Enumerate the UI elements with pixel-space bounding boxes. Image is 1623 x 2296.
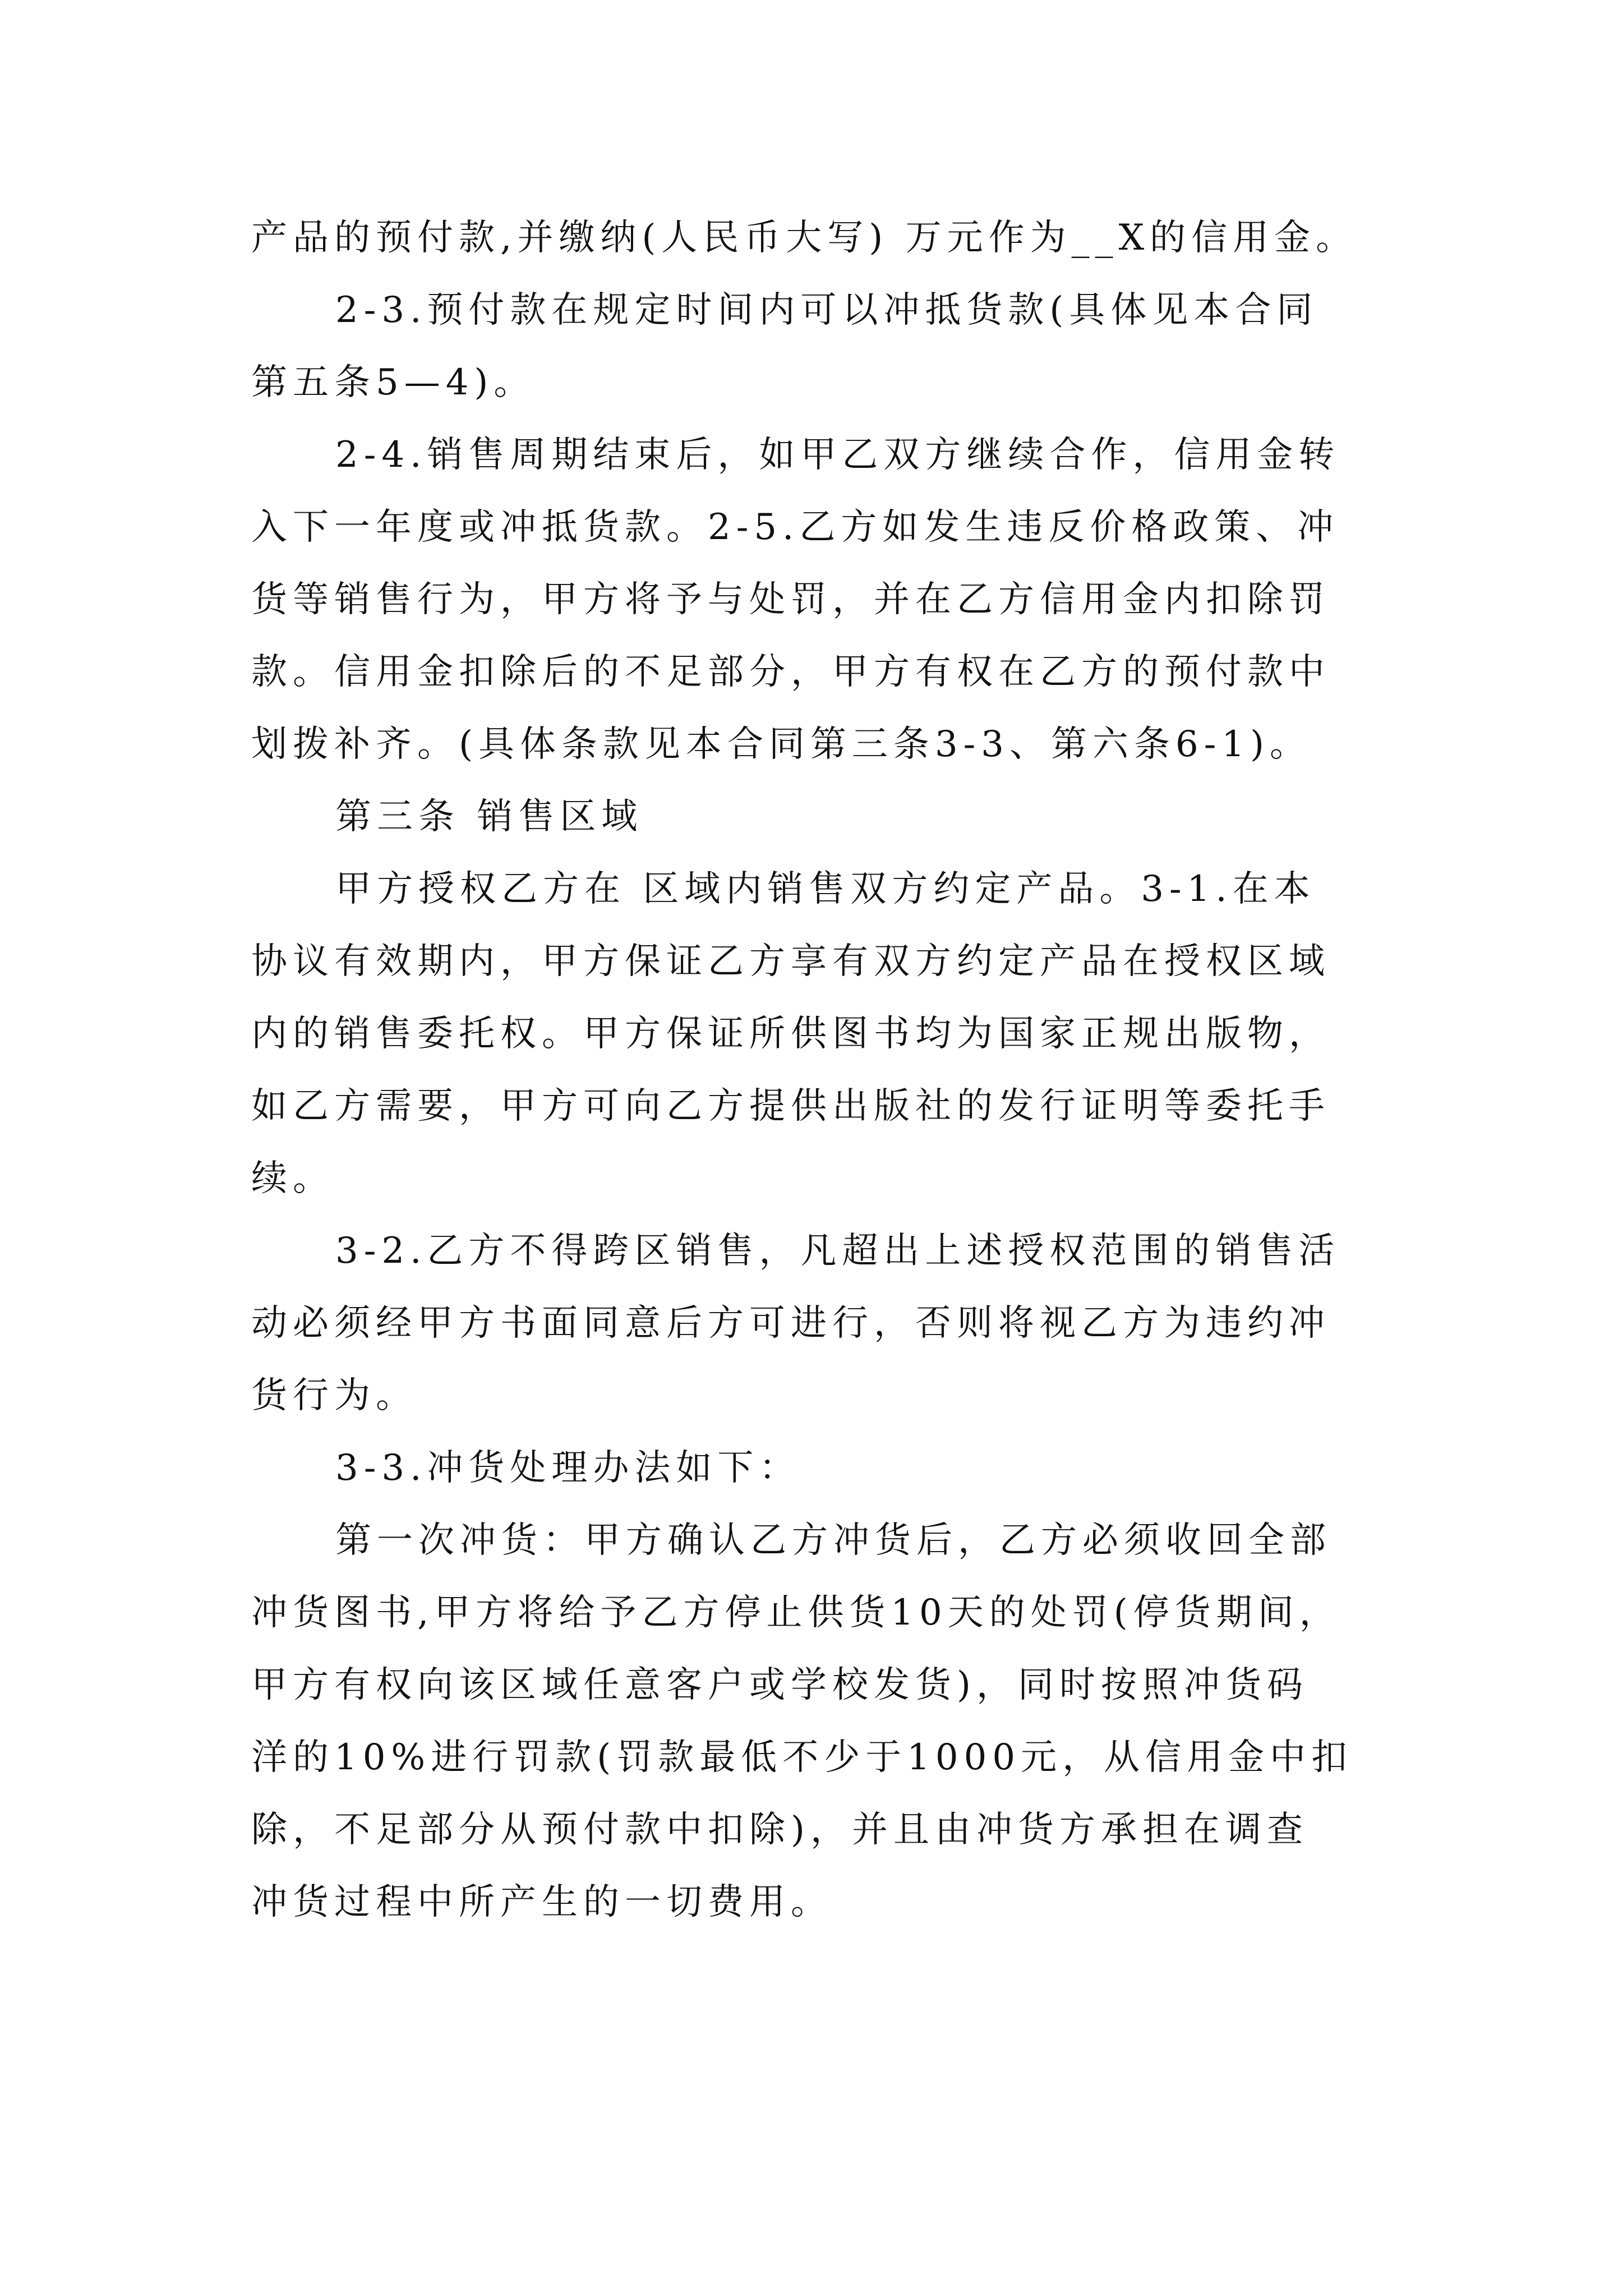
- text-line: 冲货图书,甲方将给予乙方停止供货10天的处罚(停货期间，: [251, 1592, 1341, 1634]
- text-line: 第一次冲货：甲方确认乙方冲货后，乙方必须收回全部: [335, 1520, 1331, 1561]
- text-line: 货等销售行为，甲方将予与处罚，并在乙方信用金内扣除罚: [251, 579, 1330, 620]
- text-line: 续。: [251, 1158, 334, 1199]
- text-line: 3-3.冲货处理办法如下：: [335, 1447, 801, 1489]
- text-line: 甲方有权向该区域任意客户或学校发货)，同时按照冲货码: [251, 1664, 1308, 1706]
- text-line: 协议有效期内，甲方保证乙方享有双方约定产品在授权区域: [251, 941, 1330, 982]
- text-line: 洋的10%进行罚款(罚款最低不少于1000元，从信用金中扣: [251, 1737, 1353, 1778]
- text-line: 产品的预付款,并缴纳(人民币大写) 万元作为__X的信用金。: [251, 217, 1358, 259]
- text-line: 划拨补齐。(具体条款见本合同第三条3-3、第六条6-1)。: [251, 724, 1312, 765]
- text-line: 除，不足部分从预付款中扣除)，并且由冲货方承担在调查: [251, 1809, 1308, 1851]
- text-line: 货行为。: [251, 1375, 417, 1416]
- text-line: 2-4.销售周期结束后，如甲乙双方继续合作，信用金转: [335, 434, 1340, 476]
- text-line: 款。信用金扣除后的不足部分，甲方有权在乙方的预付款中: [251, 651, 1330, 693]
- text-line: 入下一年度或冲抵货款。2-5.乙方如发生违反价格政策、冲: [251, 507, 1339, 548]
- text-line: 内的销售委托权。甲方保证所供图书均为国家正规出版物，: [251, 1013, 1330, 1055]
- text-line: 如乙方需要，甲方可向乙方提供出版社的发行证明等委托手: [251, 1085, 1330, 1127]
- text-line: 2-3.预付款在规定时间内可以冲抵货款(具体见本合同: [335, 289, 1318, 331]
- text-line: 3-2.乙方不得跨区销售，凡超出上述授权范围的销售活: [335, 1230, 1340, 1272]
- document-body: [251, 202, 1390, 1939]
- text-line: 第五条5—4)。: [251, 362, 536, 403]
- text-line: 动必须经甲方书面同意后方可进行，否则将视乙方为违约冲: [251, 1303, 1330, 1344]
- text-line: 冲货过程中所产生的一切费用。: [251, 1881, 832, 1923]
- section-heading: 第三条 销售区域: [335, 796, 643, 838]
- text-line: 甲方授权乙方在 区域内销售双方约定产品。3-1.在本: [335, 868, 1316, 910]
